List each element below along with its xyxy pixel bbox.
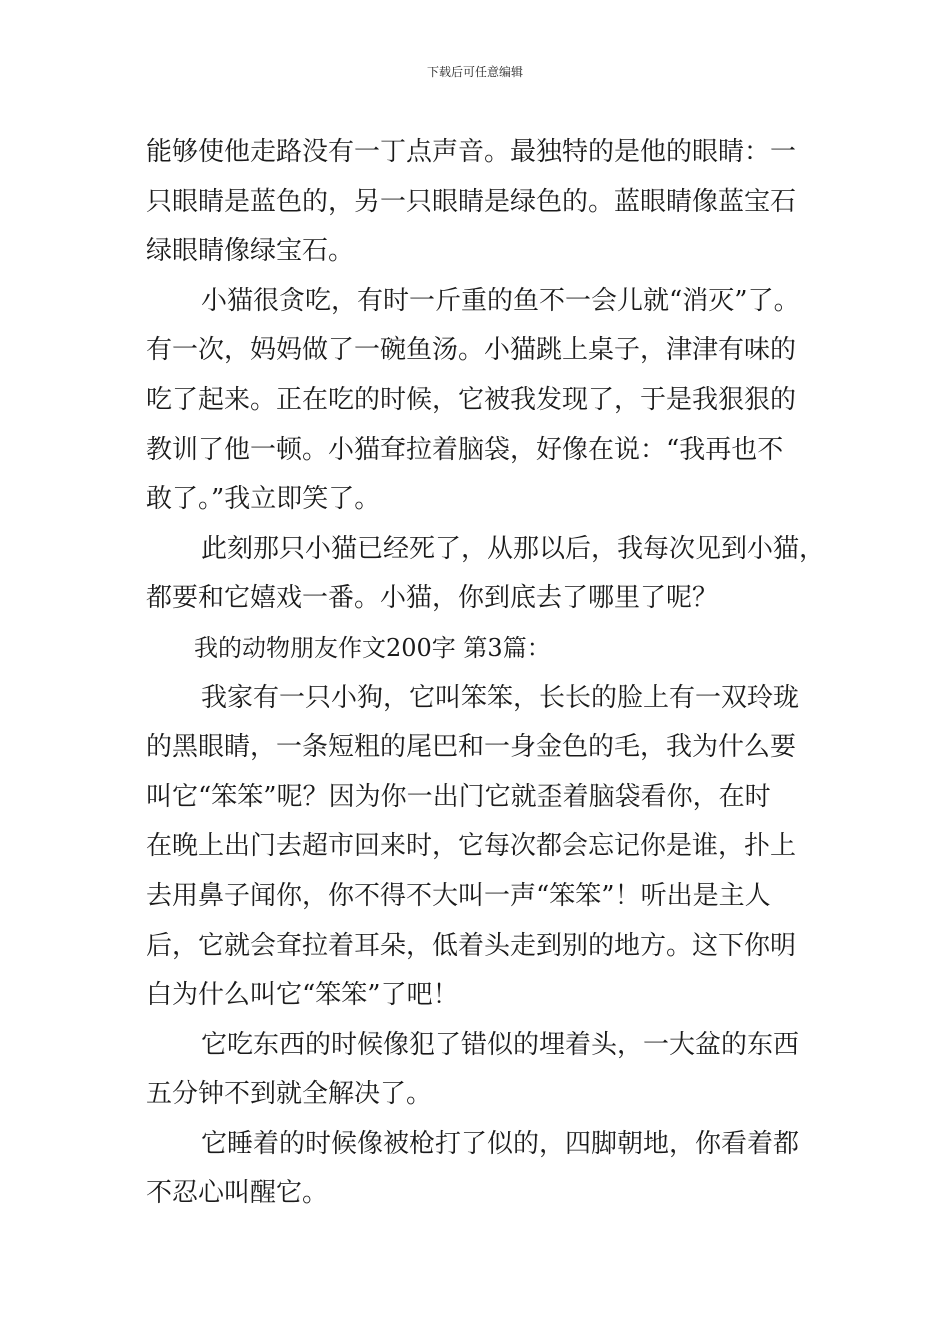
page-header: 下载后可任意编辑	[426, 65, 523, 79]
text-line: 白为什么叫它“笨笨”了吧！	[146, 980, 459, 1011]
paragraph-first-line: 它吃东西的时候像犯了错似的埋着头，一大盆的东西	[201, 1029, 800, 1060]
text-line: 五分钟不到就全解决了。	[146, 1079, 433, 1110]
text-line: 叫它“笨笨”呢？因为你一出门它就歪着脑袋看你，在时	[146, 781, 771, 812]
text-line: 能够使他走路没有一丁点声音。最独特的是他的眼睛：一	[146, 137, 797, 167]
text-line: 在晚上出门去超市回来时，它每次都会忘记你是谁，扑上	[146, 831, 797, 862]
text-line: 绿眼睛像绿宝石。	[146, 236, 355, 267]
section-heading: 我的动物朋友作文200字 第3篇：	[194, 633, 551, 662]
paragraph-first-line: 小猫很贪吃，有时一斤重的鱼不一会儿就“消灭”了。	[201, 285, 800, 316]
text-line: 后，它就会耷拉着耳朵，低着头走到别的地方。这下你明	[146, 930, 797, 961]
text-line: 敢了。”我立即笑了。	[146, 484, 381, 515]
text-line: 吃了起来。正在吃的时候，它被我发现了，于是我狠狠的	[146, 384, 797, 415]
text-line: 不忍心叫醒它。	[146, 1178, 329, 1209]
paragraph-first-line: 我家有一只小狗，它叫笨笨，长长的脸上有一双玲珑	[201, 682, 800, 713]
text-line: 都要和它嬉戏一番。小猫，你到底去了哪里了呢？	[146, 583, 719, 614]
text-line: 有一次，妈妈做了一碗鱼汤。小猫跳上桌子，津津有味的	[146, 335, 797, 366]
article-body	[146, 128, 846, 1219]
text-line: 的黑眼睛，一条短粗的尾巴和一身金色的毛，我为什么要	[146, 732, 797, 763]
paragraph-first-line: 它睡着的时候像被枪打了似的，四脚朝地，你看着都	[201, 1128, 800, 1159]
paragraph-first-line: 此刻那只小猫已经死了，从那以后，我每次见到小猫，	[201, 533, 826, 564]
text-line: 去用鼻子闻你，你不得不大叫一声“笨笨”！听出是主人	[146, 880, 771, 911]
text-line: 教训了他一顿。小猫耷拉着脑袋，好像在说：“我再也不	[146, 434, 784, 465]
text-line: 只眼睛是蓝色的，另一只眼睛是绿色的。蓝眼睛像蓝宝石	[146, 186, 797, 217]
